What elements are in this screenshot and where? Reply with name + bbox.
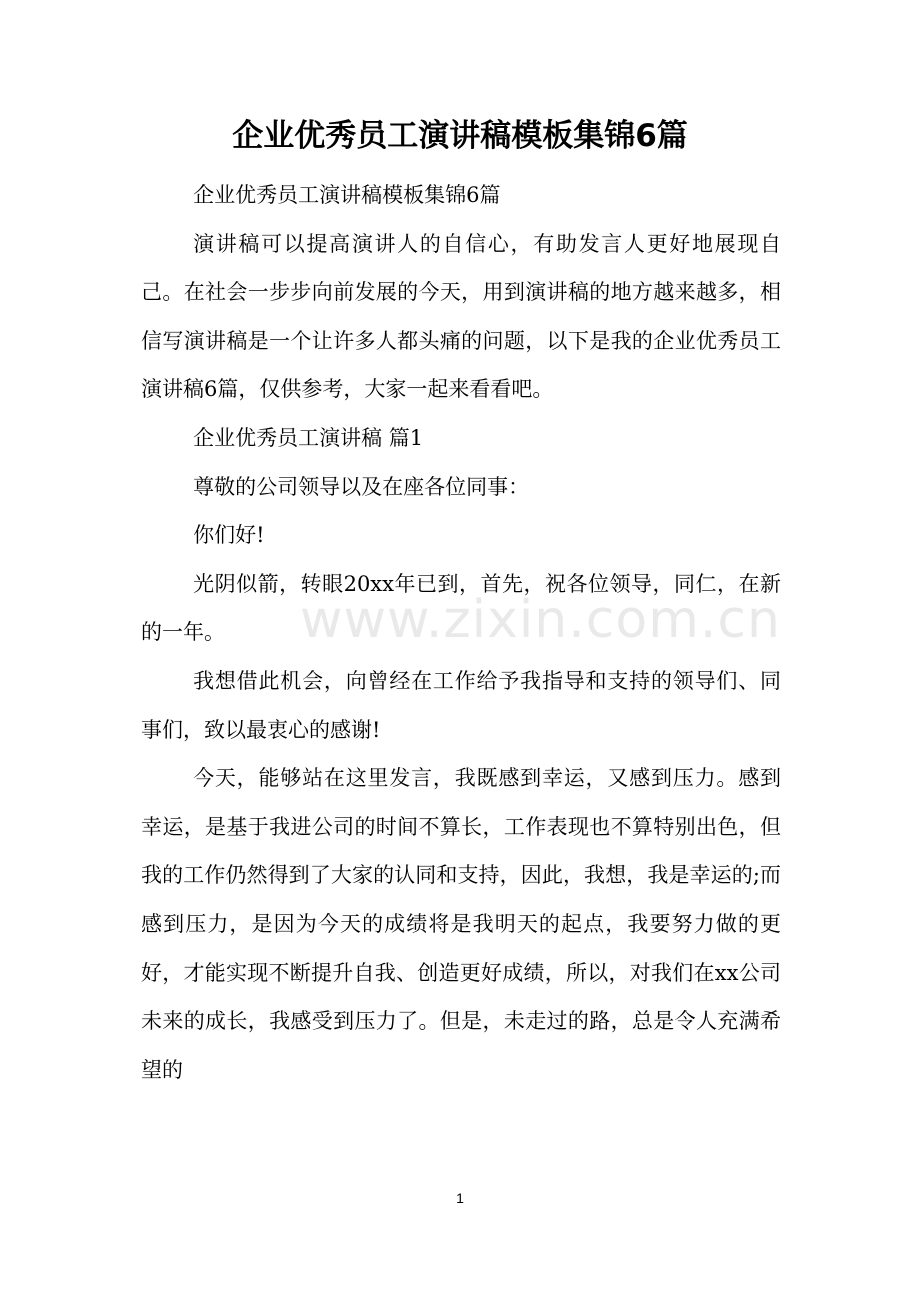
- paragraph-intro: 演讲稿可以提高演讲人的自信心，有助发言人更好地展现自己。在社会一步步向前发展的今天，用到演讲稿的地方越来越多，相信写演讲稿是一个让许多人都头痛的问题，以下是我的企业优秀员工演讲稿6篇，仅供参考，大家一起来看看吧。: [141, 231, 781, 402]
- watermark-text: www.zixin.com.cn: [300, 590, 781, 650]
- document-title: 企业优秀员工演讲稿模板集锦6篇: [232, 118, 688, 154]
- paragraph-main: 今天，能够站在这里发言，我既感到幸运，又感到压力。感到幸运，是基于我进公司的时间不算长，工作表现也不算特别出色，但我的工作仍然得到了大家的认同和支持，因此，我想，我是幸运的;而感到压力，是因为今天的成绩将是我明天的起点，我要努力做的更好，才能实现不断提升自我、创造更好成绩，所以，对我们在xx公司未来的成长，我感受到压力了。但是，未走过的路，总是令人充满希望的: [141, 766, 781, 1082]
- paragraph-section-heading: 企业优秀员工演讲稿 篇1: [193, 425, 424, 450]
- paragraph-greeting: 你们好!: [193, 523, 265, 548]
- paragraph-subtitle: 企业优秀员工演讲稿模板集锦6篇: [193, 183, 501, 207]
- paragraph-thanks: 我想借此机会，向曾经在工作给予我指导和支持的领导们、同事们，致以最衷心的感谢!: [141, 668, 781, 742]
- paragraph-new-year: 光阴似箭，转眼20xx年已到，首先，祝各位领导，同仁，在新的一年。: [141, 571, 781, 645]
- paragraph-salutation: 尊敬的公司领导以及在座各位同事：: [193, 474, 530, 499]
- page-number: 1: [456, 1190, 464, 1206]
- document-body: [141, 171, 781, 1094]
